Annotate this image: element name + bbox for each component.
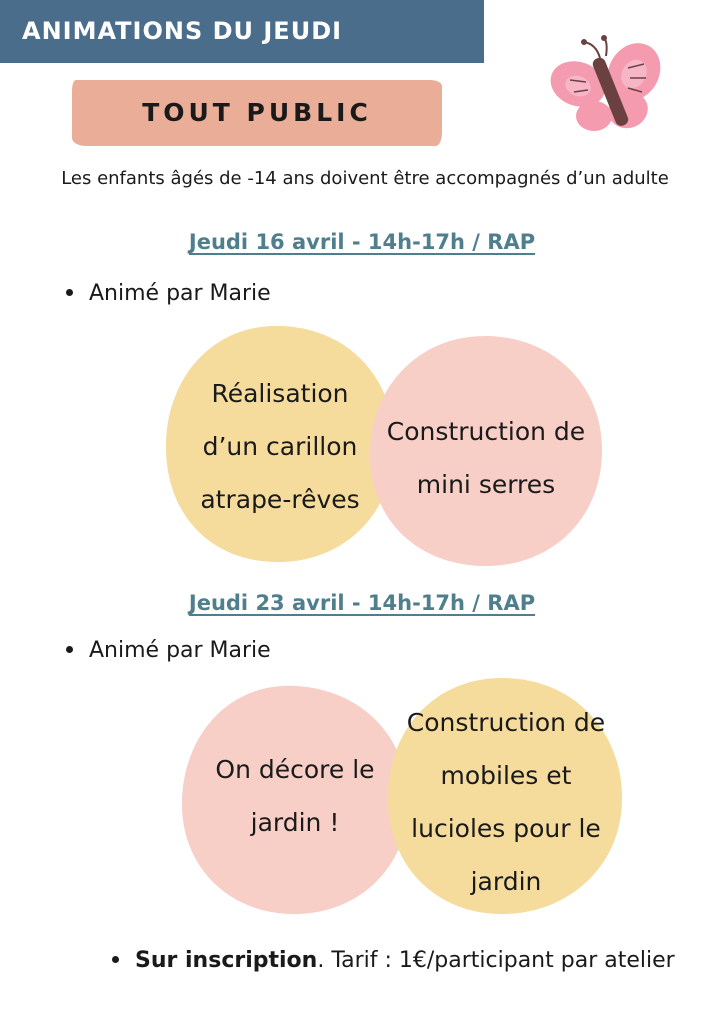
bullet-icon [66, 289, 73, 296]
host-label: Animé par Marie [89, 281, 271, 306]
bullet-icon [66, 646, 73, 653]
host-label: Animé par Marie [89, 638, 271, 663]
audience-banner [72, 80, 442, 146]
activity-text: Construction de mobiles et lucioles pour le jardin [406, 708, 606, 896]
registration-label: Sur inscription [135, 948, 318, 973]
price-text: . Tarif : 1€/participant par atelier [317, 948, 675, 973]
session-host [66, 281, 271, 306]
activity-text: Réalisation d’un carillon atrape-rêves [200, 378, 360, 514]
session-host [66, 638, 271, 663]
activity-text: On décore le jardin ! [215, 755, 375, 837]
intro-text: Les enfants âgés de -14 ans doivent être accompagnés d’un adulte [61, 168, 669, 189]
session-date: Jeudi 23 avril - 14h-17h / RAP [188, 591, 536, 615]
header-bar [0, 0, 484, 63]
page-title: ANIMATIONS DU JEUDI [22, 17, 343, 45]
session-date: Jeudi 16 avril - 14h-17h / RAP [188, 230, 536, 254]
audience-label: TOUT PUBLIC [142, 98, 372, 127]
registration-info [112, 936, 704, 985]
butterfly-icon [548, 34, 666, 140]
activity-text: Construction de mini serres [386, 417, 586, 499]
bullet-icon [112, 956, 119, 963]
